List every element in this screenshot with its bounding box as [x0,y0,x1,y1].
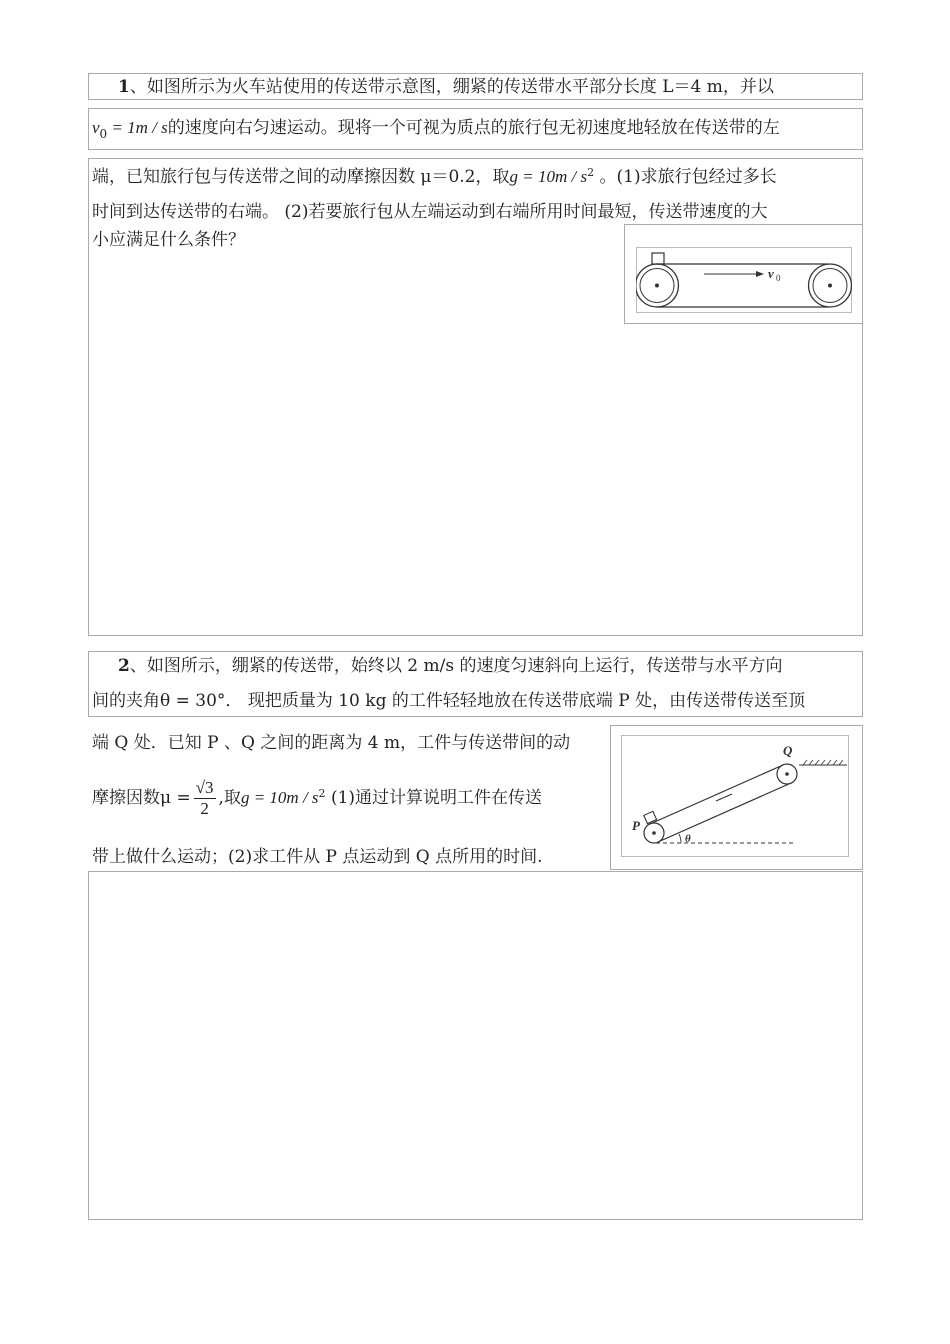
right-wheel-axle [828,284,832,288]
v0-label: v [768,266,774,281]
belt-upper [650,765,783,824]
q1-line2: $v_0 = 1m / s$的速度向右匀速运动。现将一个可视为质点的旅行包无初速度地轻放在传送带的左 [92,118,780,141]
q1-line3: 端，已知旅行包与传送带之间的动摩擦因数 μ＝0.2，取$g = 10m / s^2$ 。(1)求旅行包经过多长 [92,166,777,187]
q2-answer-box [88,871,863,1220]
theta-label: θ [685,833,691,845]
angle-arc [679,834,681,843]
q2-line3: 端 Q 处．已知 P 、Q 之间的距离为 4 m，工件与传送带间的动 [92,733,571,753]
ground-hatch [803,760,843,765]
luggage-block [652,253,664,264]
q1-line5: 小应满足什么条件？ [92,230,245,250]
belt-lower [658,783,791,842]
incline-conveyor-diagram [621,735,849,857]
q2-line5: 带上做什么运动；(2)求工件从 P 点运动到 Q 点所用的时间. [92,847,543,867]
bottom-axle [652,831,656,835]
q1-line1: 1、如图所示为火车站使用的传送带示意图，绷紧的传送带水平部分长度 L＝4 m，并以 [118,77,774,97]
left-wheel-axle [655,284,659,288]
q2-line2: 间的夹角θ = 30°． 现把质量为 10 kg 的工件轻轻地放在传送带底端 P 处，由传送带传送至顶 [92,691,806,711]
q1-conveyor-figure [636,247,852,313]
top-axle [785,772,789,776]
q2-line1: 2、如图所示，绷紧的传送带，始终以 2 m/s 的速度匀速斜向上运行，传送带与水平方向 [118,656,783,676]
v0-label-sub: 0 [776,273,781,283]
q2-incline-figure [621,735,849,857]
p-label: P [632,818,640,833]
q-label: Q [783,743,793,758]
motion-arrow [716,794,732,801]
mu-fraction: $\frac{√3}{2}$ [195,778,214,818]
q1-line4: 时间到达传送带的右端。 (2)若要旅行包从左端运动到右端所用时间最短，传送带速度的大 [92,202,768,222]
conveyor-diagram [636,247,852,313]
q2-line4: 摩擦因数μ = $\frac{√3}{2}$ ,取$g = 10m / s^2$ (1)通过计算说明工件在传送 [92,778,543,818]
figure-border [622,736,849,857]
velocity-arrowhead [756,271,764,277]
